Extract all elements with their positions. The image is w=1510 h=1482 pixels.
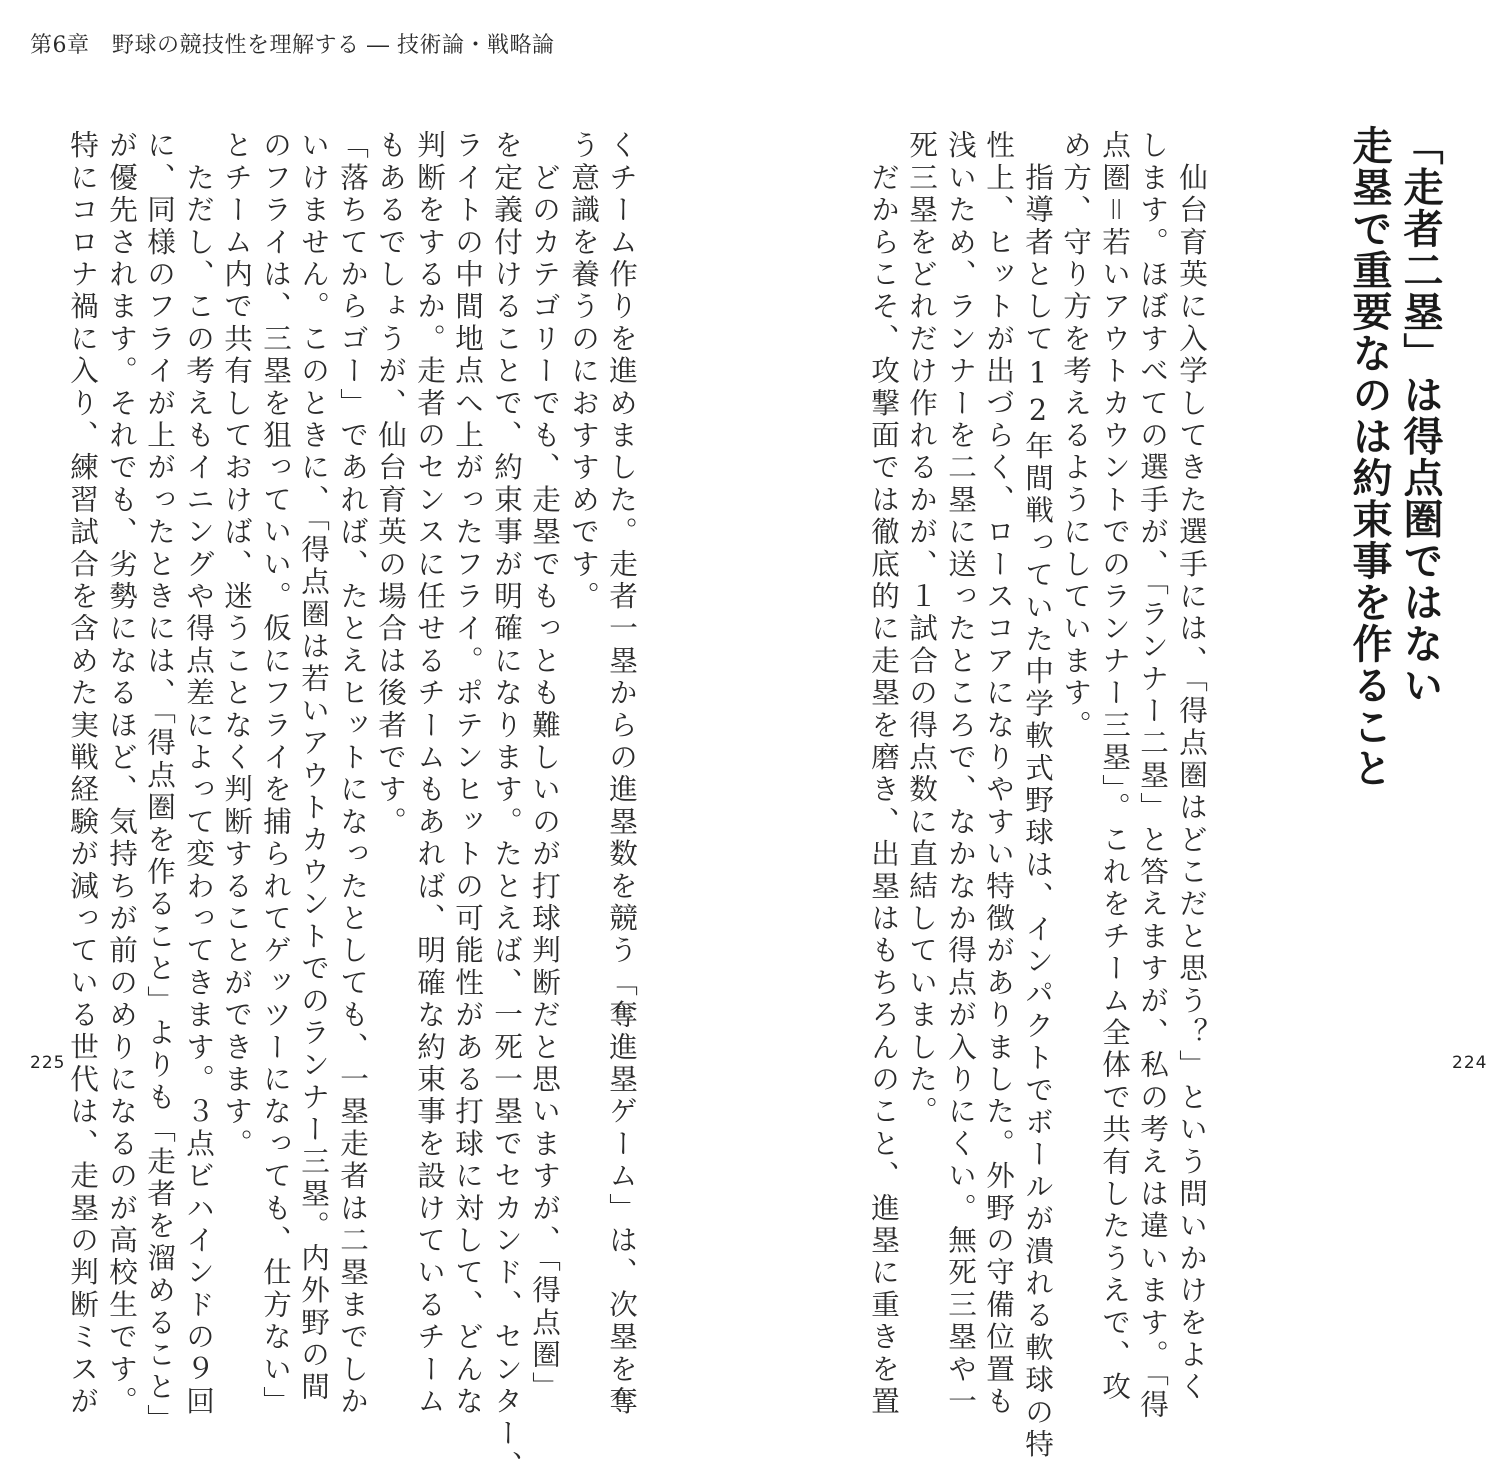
left-body-line: ただし、この考えもイニングや得点差によって変わってきます。３点ビハインドの９回 — [182, 130, 216, 1418]
left-body-line: う意識を養うのにおすすめです。 — [567, 130, 601, 613]
left-body-line: どのカテゴリーでも、走塁でもっとも難しいのが打球判断だと思いますが、「得点圏」 — [528, 130, 562, 1404]
page-number-right: 224 — [1452, 1053, 1488, 1073]
left-body-line: いけません。このときに、「得点圏は若いアウトカウントでのランナー三塁。内外野の間 — [297, 130, 331, 1404]
left-body-line: を定義付けることで、約束事が明確になります。たとえば、一死一塁でセカンド、センター、 — [490, 130, 524, 1482]
left-body-line: に、同様のフライが上がったときには、「得点圏を作ること」よりも「走者を溜めること」 — [143, 130, 177, 1436]
running-head: 第6章 野球の競技性を理解する ― 技術論・戦略論 — [30, 33, 555, 58]
section-title-line-1: 「走者二塁」は得点圏ではない — [1397, 125, 1443, 706]
left-body-line: 特にコロナ禍に入り、練習試合を含めた実戦経験が減っている世代は、走塁の判断ミスが — [66, 130, 100, 1418]
left-body-line: ライトの中間地点へ上がったフライ。ポテンヒットの可能性がある打球に対して、どんな — [451, 130, 485, 1418]
right-body-line: 死三塁をどれだけ作れるかが、１試合の得点数に直結していました。 — [905, 130, 939, 1129]
left-body-line: 「落ちてからゴー」であれば、たとえヒットになったとしても、一塁走者は二塁までしか — [336, 130, 370, 1418]
right-body-line: 指導者として12年間戦っていた中学軟式野球は、インパクトでボールが潰れる軟球の特 — [1021, 130, 1055, 1461]
left-body-line: もあるでしょうが、仙台育英の場合は後者です。 — [374, 130, 408, 839]
left-body-line: とチーム内で共有しておけば、迷うことなく判断することができます。 — [220, 130, 254, 1161]
left-body-line: くチーム作りを進めました。走者一塁からの進塁数を競う「奪進塁ゲーム」は、次塁を奪 — [605, 130, 639, 1418]
right-body-line: だからこそ、攻撃面では徹底的に走塁を磨き、出塁はもちろんのこと、進塁に重きを置 — [867, 130, 901, 1418]
left-body-line: のフライは、三塁を狙っていい。仮にフライを捕られてゲッツーになっても、仕方ない」 — [259, 130, 293, 1418]
right-body-line: します。ほぼすべての選手が、「ランナー二塁」と答えますが、私の考えは違います。「得 — [1136, 130, 1170, 1422]
right-body-line: 点圏＝若いアウトカウントでのランナー三塁」。これをチーム全体で共有したうえで、攻 — [1098, 130, 1132, 1404]
left-body-line: 判断をするか。走者のセンスに任せるチームもあれば、明確な約束事を設けているチーム — [413, 130, 447, 1418]
right-body-line: 仙台育英に入学してきた選手には、「得点圏はどこだと思う？」という問いかけをよく — [1175, 130, 1209, 1404]
left-body-line: が優先されます。それでも、劣勢になるほど、気持ちが前のめりになるのが高校生です。 — [105, 130, 139, 1418]
right-body-line: め方、守り方を考えるようにしています。 — [1059, 130, 1093, 742]
page-number-left: 225 — [30, 1053, 66, 1073]
right-body-line: 性上、ヒットが出づらく、ロースコアになりやすい特徴がありました。外野の守備位置も — [982, 130, 1016, 1418]
right-body-line: 浅いため、ランナーを二塁に送ったところで、なかなか得点が入りにくい。無死三塁や一 — [944, 130, 978, 1418]
section-title-line-2: 走塁で重要なのは約束事を作ること — [1346, 125, 1392, 789]
